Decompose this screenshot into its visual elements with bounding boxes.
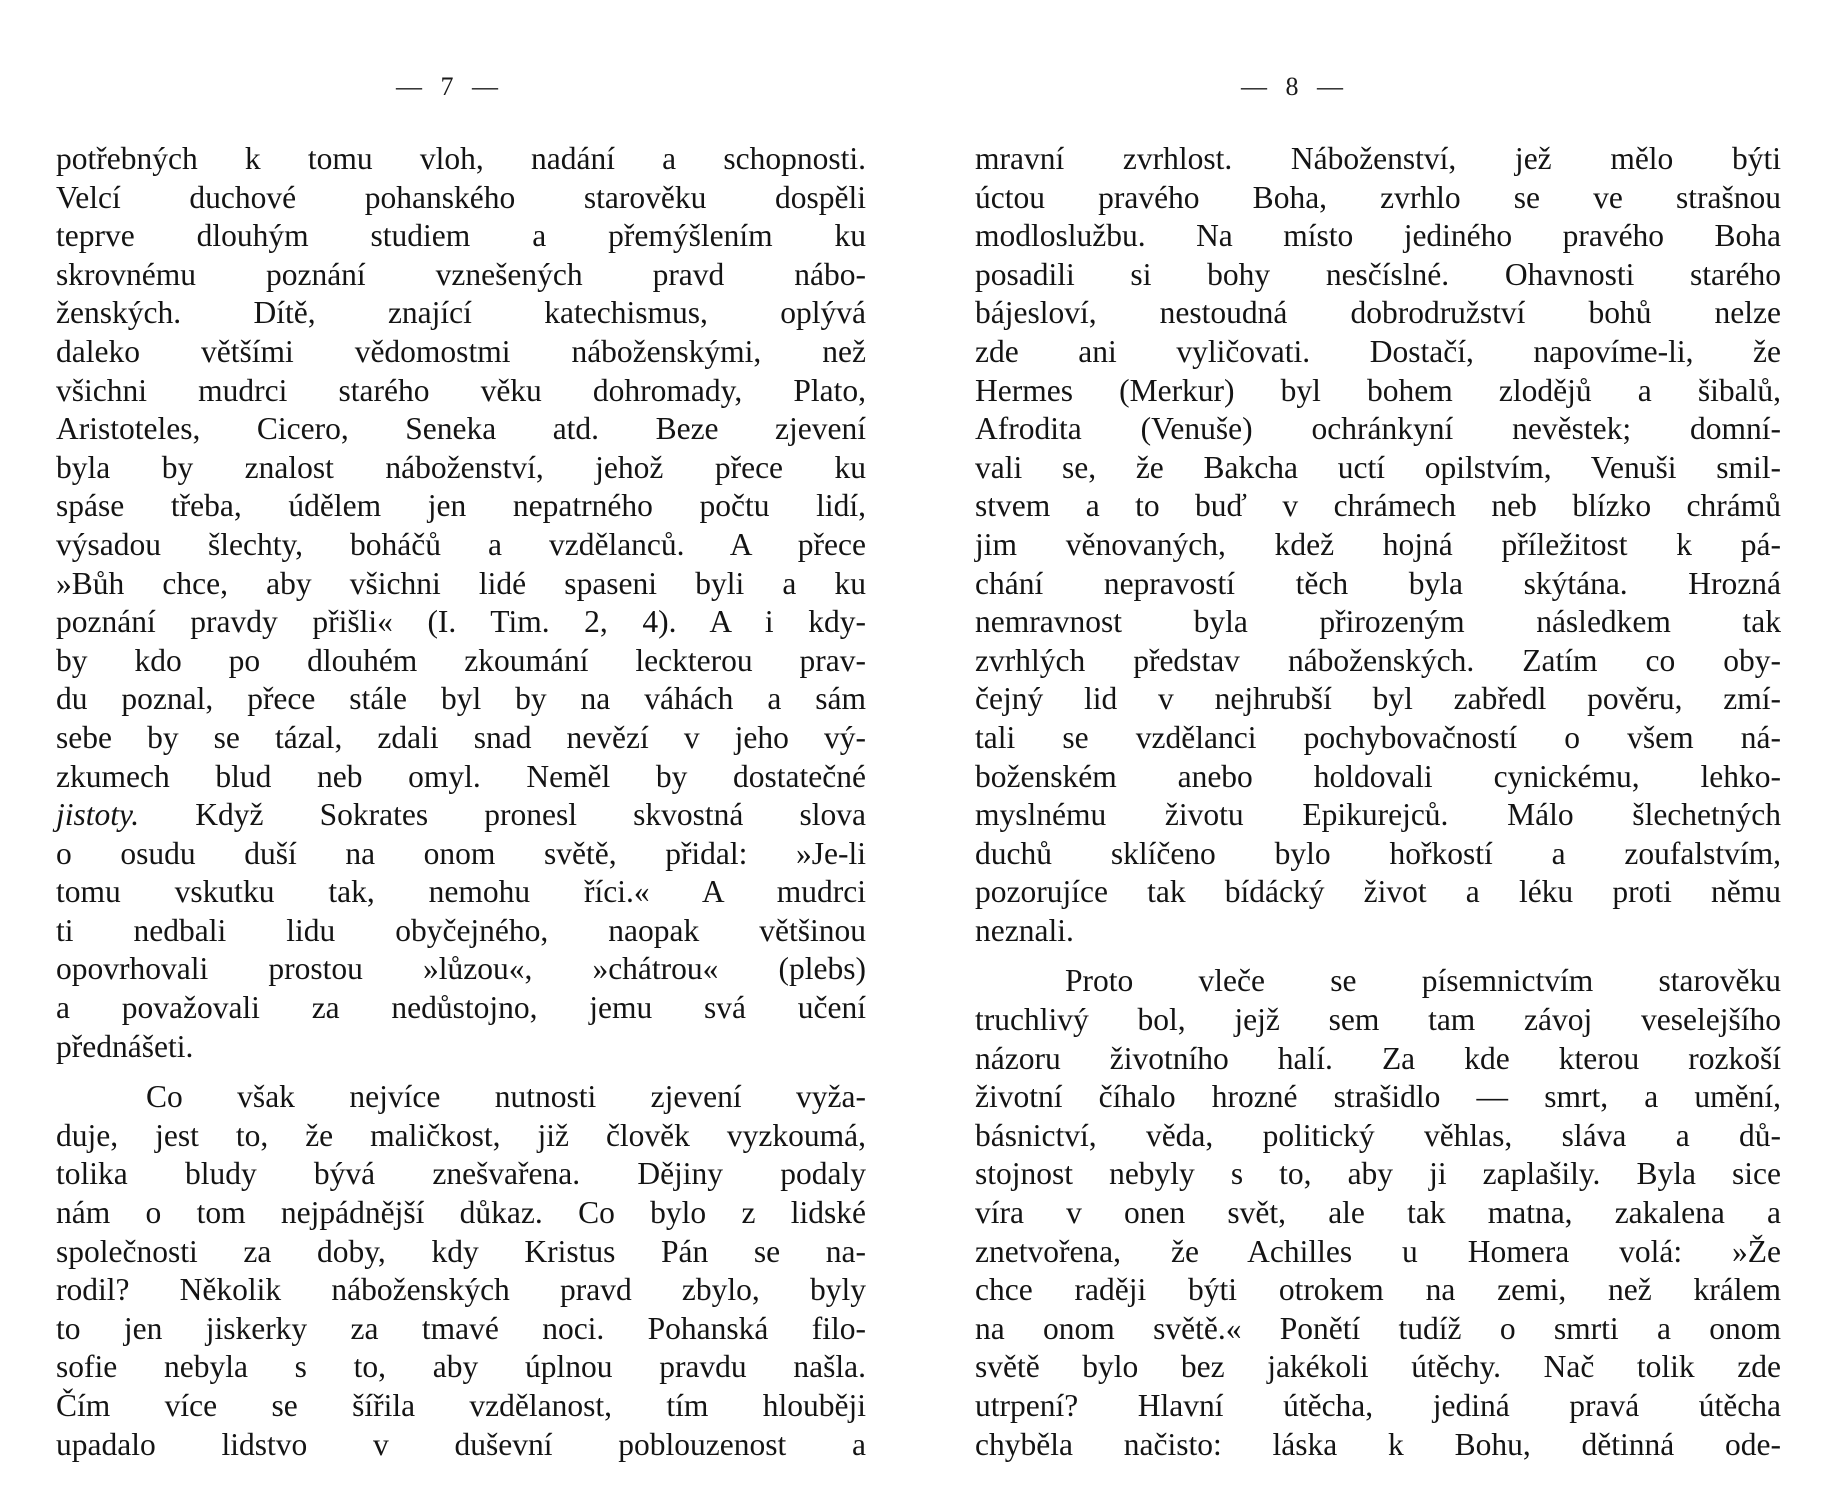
- text-line: utrpení? Hlavní útěcha, jediná pravá útěcha: [975, 1388, 1781, 1423]
- text-line: by kdo po dlouhém zkoumání leckterou prav-: [56, 642, 866, 678]
- text-line: skrovnému poznání vznešených pravd nábo-: [56, 256, 866, 292]
- text-line: boženském anebo holdovali cynickému, lehko-: [975, 758, 1781, 794]
- text-line: výsadou šlechty, boháčů a vzdělanců. A přece: [56, 526, 866, 562]
- page-number: — 7 —: [396, 72, 504, 101]
- text-column: [975, 140, 1781, 1464]
- text-line: sofie nebyla s to, aby úplnou pravdu našla.: [56, 1349, 866, 1385]
- text-line: byla by znalost náboženství, jehož přece ku: [56, 449, 866, 485]
- text-line: názoru životního halí. Za kde kterou rozkoší: [975, 1040, 1781, 1076]
- text-line: posadili si bohy nesčíslné. Ohavnosti starého: [975, 256, 1781, 292]
- text-line: Co však nejvíce nutnosti zjevení vyža-: [146, 1079, 866, 1115]
- text-line: a považovali za nedůstojno, jemu svá učení: [56, 990, 866, 1026]
- text-line: znetvořena, že Achilles u Homera volá: »Že: [975, 1233, 1781, 1269]
- text-line: mravní zvrhlost. Náboženství, jež mělo býti: [975, 141, 1781, 176]
- text-line: duchů sklíčeno bylo hořkostí a zoufalstvím,: [975, 835, 1781, 871]
- text-line: chání nepravostí těch byla skýtána. Hrozná: [975, 565, 1781, 601]
- paragraph-gap: [975, 950, 1781, 962]
- text-line: vali se, že Bakcha uctí opilstvím, Venuši smil-: [975, 449, 1781, 485]
- text-line: zkumech blud neb omyl. Neměl by dostatečné: [56, 758, 866, 794]
- text-line: přednášeti.: [56, 1028, 194, 1064]
- text-line: tolika bludy bývá znešvařena. Dějiny podaly: [56, 1156, 866, 1192]
- text-line: sebe by se tázal, zdali snad nevězí v jeho vý-: [56, 719, 866, 755]
- text-line: ti nedbali lidu obyčejného, naopak většinou: [56, 912, 866, 948]
- text-line: nám o tom nejpádnější důkaz. Co bylo z lidské: [56, 1195, 866, 1231]
- emphasis-word: jistoty.: [56, 797, 140, 833]
- text-line: truchlivý bol, jejž sem tam závoj veselejšího: [975, 1002, 1781, 1038]
- text-line: »Bůh chce, aby všichni lidé spaseni byli a ku: [56, 565, 866, 601]
- text-line: jim věnovaných, kdež hojná příležitost k pá-: [975, 526, 1781, 562]
- text-line: světě bylo bez jakékoli útěchy. Nač tolik zde: [975, 1349, 1781, 1385]
- text-line: chyběla načisto: láska k Bohu, dětinná ode-: [975, 1426, 1781, 1462]
- text-line: víra v onen svět, ale tak matna, zakalena a: [975, 1195, 1781, 1231]
- text-line: všichni mudrci starého věku dohromady, Plato,: [56, 372, 866, 408]
- text-line: tomu vskutku tak, nemohu říci.« A mudrci: [56, 874, 866, 910]
- text-line: opovrhovali prostou »lůzou«, »chátrou« (plebs): [56, 951, 866, 987]
- text-line: potřebných k tomu vloh, nadání a schopnosti.: [56, 141, 866, 176]
- text-line: modloslužbu. Na místo jediného pravého Boha: [975, 218, 1781, 254]
- text-line: životní číhalo hrozné strašidlo — smrt, a umění,: [975, 1079, 1781, 1115]
- text-line: básnictví, věda, politický věhlas, sláva a dů-: [975, 1117, 1781, 1153]
- text-line: Afrodita (Venuše) ochránkyní nevěstek; domní-: [975, 411, 1781, 447]
- text-line: poznání pravdy přišli« (I. Tim. 2, 4). A i kdy-: [56, 604, 866, 640]
- text-line: to jen jiskerky za tmavé noci. Pohanská filo-: [56, 1310, 866, 1346]
- text-line: ženských. Dítě, znající katechismus, oplývá: [56, 295, 866, 331]
- text-line: Hermes (Merkur) byl bohem zlodějů a šibalů,: [975, 372, 1781, 408]
- text-line: čejný lid v nejhrubší byl zabředl pověru, zmí-: [975, 681, 1781, 717]
- text-line: pozorujíce tak bídácký život a léku proti němu: [975, 874, 1781, 910]
- text-line: upadalo lidstvo v duševní poblouzenost a: [56, 1426, 866, 1462]
- text-line: chce raději býti otrokem na zemi, než králem: [975, 1272, 1781, 1308]
- text-line: bájesloví, nestoudná dobrodružství bohů nelze: [975, 295, 1781, 331]
- text-line: Aristoteles, Cicero, Seneka atd. Beze zjevení: [56, 411, 866, 447]
- text-line: Čím více se šířila vzdělanost, tím hlouběji: [56, 1388, 866, 1423]
- text-line: stojnost nebyly s to, aby ji zaplašily. Byla sice: [975, 1156, 1781, 1192]
- text-span: Když Sokrates pronesl skvostná slova: [139, 797, 866, 833]
- text-line: [56, 796, 866, 835]
- page-number: — 8 —: [1241, 72, 1349, 101]
- right-page: [915, 0, 1830, 1500]
- text-line: zde ani vyličovati. Dostačí, napovíme-li, že: [975, 333, 1781, 369]
- text-line: Velcí duchové pohanského starověku dospěli: [56, 179, 866, 215]
- text-line: daleko většími vědomostmi náboženskými, než: [56, 333, 866, 369]
- text-line: úctou pravého Boha, zvrhlo se ve strašnou: [975, 179, 1781, 215]
- text-line: stvem a to buď v chrámech neb blízko chrámů: [975, 488, 1781, 524]
- text-line: du poznal, přece stále byl by na váhách a sám: [56, 681, 866, 717]
- text-line: rodil? Několik náboženských pravd zbylo, byly: [56, 1272, 866, 1308]
- text-line: tali se vzdělanci pochybovačností o všem ná-: [975, 719, 1781, 755]
- text-line: na onom světě.« Ponětí tudíž o smrti a onom: [975, 1310, 1781, 1346]
- text-line: duje, jest to, že maličkost, již člověk vyzkoumá,: [56, 1117, 866, 1153]
- text-line: společnosti za doby, kdy Kristus Pán se na-: [56, 1233, 866, 1269]
- text-line: nemravnost byla přirozeným následkem tak: [975, 604, 1781, 640]
- text-line: myslnému životu Epikurejců. Málo šlechetných: [975, 797, 1781, 833]
- text-line: spáse třeba, údělem jen nepatrného počtu lidí,: [56, 488, 866, 524]
- text-column: [56, 140, 866, 1464]
- text-line: Proto vleče se písemnictvím starověku: [1065, 963, 1781, 999]
- text-line: zvrhlých představ náboženských. Zatím co oby-: [975, 642, 1781, 678]
- text-line: neznali.: [975, 912, 1074, 948]
- text-line: o osudu duší na onom světě, přidal: »Je-li: [56, 835, 866, 871]
- text-line: teprve dlouhým studiem a přemýšlením ku: [56, 218, 866, 254]
- paragraph-gap: [56, 1066, 866, 1078]
